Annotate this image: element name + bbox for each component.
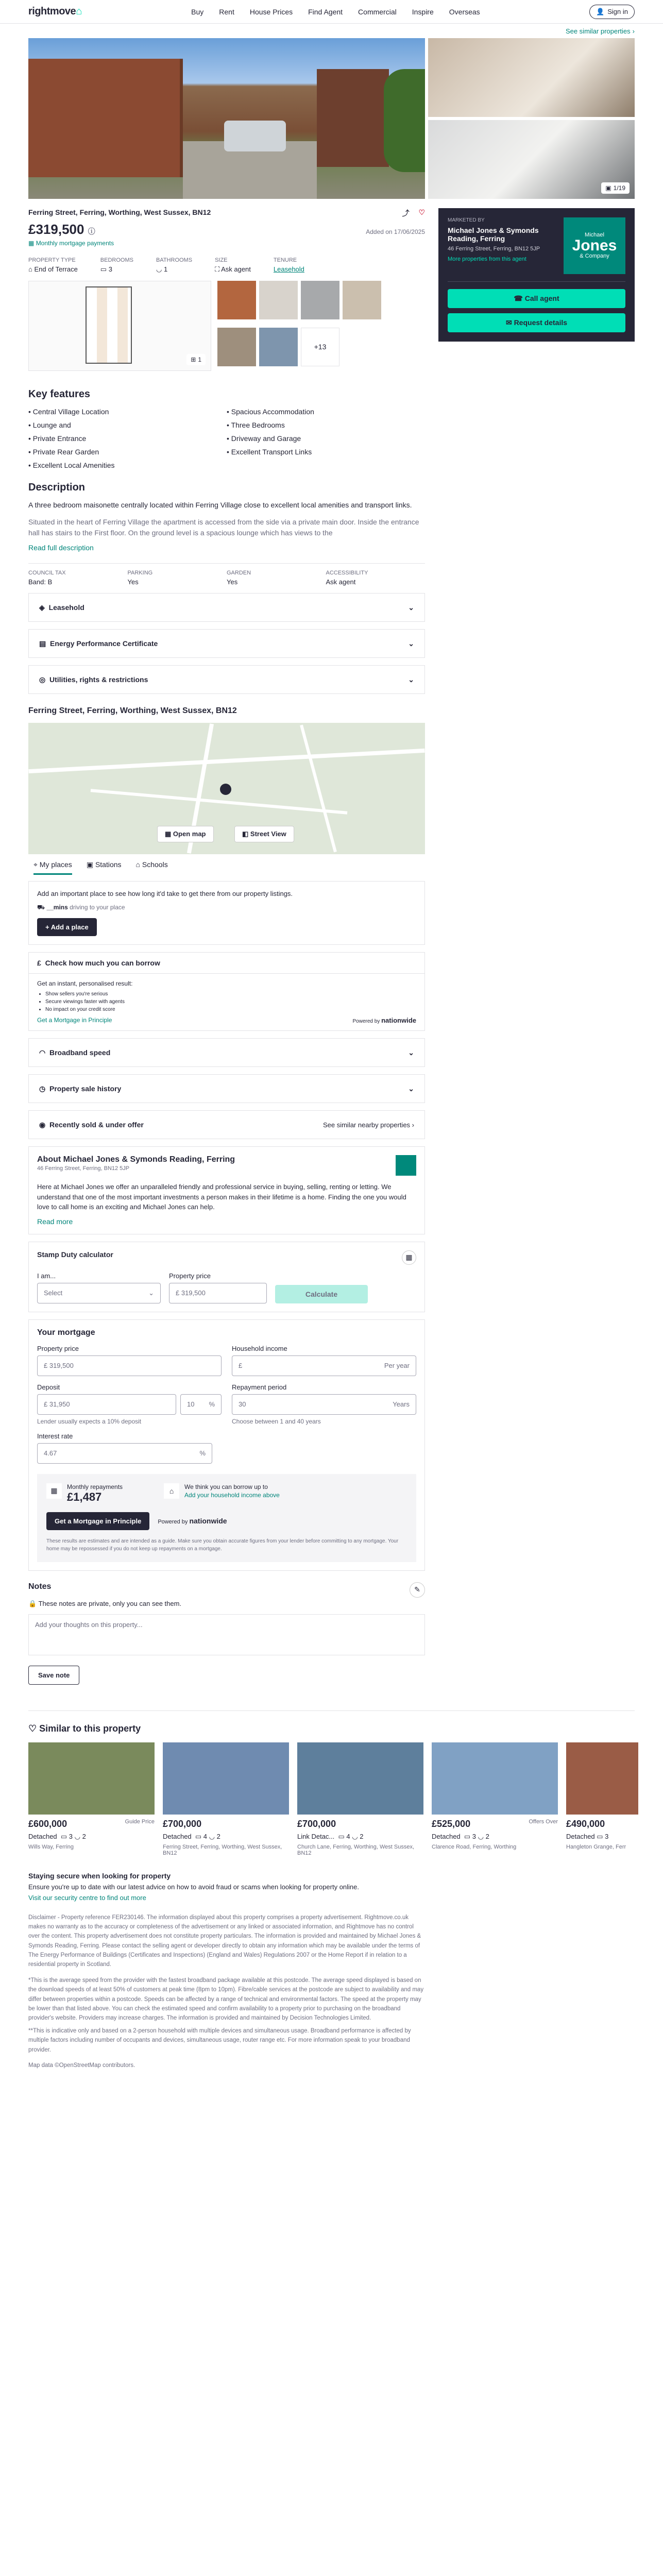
added-date: Added on 17/06/2025 <box>366 228 425 235</box>
photo-gallery <box>28 38 635 199</box>
security-notice: Staying secure when looking for property Ensure you're up to date with our latest advice on how to avoid fraud or scams when looking for property online. Visit our security centre to find out more <box>28 1872 635 1902</box>
location-map[interactable] <box>28 723 425 854</box>
fact-bedrooms: BEDROOMS ▭ 3 <box>100 257 133 273</box>
agent-logo-small <box>396 1155 416 1176</box>
thumbnail[interactable] <box>343 281 381 319</box>
tag-icon: ◈ <box>39 603 45 612</box>
pound-icon: £ <box>37 959 41 967</box>
chevron-down-icon: ⌄ <box>408 1084 414 1093</box>
nav-rent[interactable]: Rent <box>219 7 234 16</box>
thumbnail[interactable] <box>301 281 339 319</box>
stamp-price-input[interactable]: £ 319,500 <box>169 1283 267 1303</box>
sign-in-button[interactable]: 👤 Sign in <box>589 5 635 19</box>
monthly-mortgage-link[interactable]: Monthly mortgage payments <box>36 240 114 247</box>
income-input[interactable]: £ Per year <box>232 1355 416 1376</box>
security-centre-link[interactable]: Visit our security centre to find out more <box>28 1893 146 1902</box>
add-place-button[interactable]: + Add a place <box>37 918 97 936</box>
similar-photo <box>28 1742 155 1815</box>
my-places-panel: Add an important place to see how long it'd take to get there from our property listings. ⛟ __mins driving to your place + Add a place <box>28 882 425 945</box>
feature-item: • Private Rear Garden <box>28 448 227 456</box>
nav-buy[interactable]: Buy <box>191 7 204 16</box>
map-icon: ▦ <box>165 830 172 838</box>
see-similar-link[interactable]: See similar properties <box>565 27 631 35</box>
mortgage-price-input[interactable]: £ 319,500 <box>37 1355 222 1376</box>
similar-photo <box>163 1742 289 1815</box>
stamp-duty-calculator: Stamp Duty calculator ▦ I am... Select ⌄ Property price £ 319,500 Calculate <box>28 1242 425 1312</box>
nav-find-agent[interactable]: Find Agent <box>308 7 343 16</box>
about-agent: About Michael Jones & Symonds Reading, Ferring 46 Ferring Street, Ferring, BN12 5JP Here at Michael Jones we offer an unparalleled friendly and professional service in buying, selling, renting or letting. We understand that one of the most important investments a person makes in their lifetime is a home. Finding the one you would love to call home is an exciting and Michael Jones can help. Read more <box>28 1146 425 1234</box>
bulb-icon: ◎ <box>39 675 46 684</box>
street-view-button[interactable]: ◧ Street View <box>234 826 294 842</box>
nav-inspire[interactable]: Inspire <box>412 7 434 16</box>
description-title: Description <box>28 482 86 493</box>
calendar-icon: ▦ <box>46 1483 62 1499</box>
chart-icon: ▤ <box>39 639 46 648</box>
thumbnail[interactable] <box>259 281 298 319</box>
nav-commercial[interactable]: Commercial <box>358 7 397 16</box>
add-income-link[interactable]: Add your household income above <box>184 1491 280 1499</box>
mail-icon: ✉ <box>505 318 512 327</box>
bed-icon: ▭ <box>100 265 107 273</box>
house-icon: ⌂ <box>28 265 32 273</box>
accordion-utilities[interactable]: ◎ Utilities, rights & restrictions ⌄ <box>28 665 425 694</box>
share-icon[interactable]: ⤴ <box>402 209 410 217</box>
phone-icon: ☎ <box>514 294 523 302</box>
heart-icon: ♡ <box>28 1723 37 1734</box>
feature-item: • Central Village Location <box>28 408 227 416</box>
accordion-epc[interactable]: ▤ Energy Performance Certificate ⌄ <box>28 629 425 658</box>
street-view-icon: ◧ <box>242 830 249 838</box>
tab-schools[interactable]: ⌂ Schools <box>135 860 168 869</box>
similar-photo <box>297 1742 423 1815</box>
main-photo[interactable] <box>28 38 425 199</box>
disclaimer: Disclaimer - Property reference FER230146. The information displayed about this property comprises a property advertisement. Rightmove.co.uk makes no warranty as to the accuracy or completeness of the advertisement or any linked or associated information, and Rightmove has no control over the content. This property advertisement does not constitute property particulars. The information is provided and maintained by Michael Jones & Symonds Reading, Ferring. Please contact the selling agent or developer directly to obtain any information which may be available under the terms of The Energy Performance of Buildings (Certificates and Inspections) (England and Wales) Regulations 2007 or the Home Report if in relation to a residential property in Scotland. *This is the average speed from the provider with the fastest broadband package available at this postcode. The average speed displayed is based on the download speeds of at least 50% of customers at peak time (8pm to 10pm). Fibre/cable services at the postcode are subject to availability and may differ between properties within a postcode. Speeds can be affected by a range of technical and environmental factors. The speed at the property may be lower than that listed above. You can check the estimated speed and confirm availability to a property prior to purchasing on the broadband provider's website. Providers may increase charges. The information is provided and maintained by Decision Technologies Limited. **This is indicative only and based on a 2-person household with multiple devices and simultaneous usage. Broadband performance is affected by multiple factors including number of occupants and devices, simultaneous usage, router range etc. For more information speak to your broadband provider. Map data ©OpenStreetMap contributors. <box>28 1914 424 2069</box>
property-price: £319,500 <box>28 222 84 237</box>
wifi-icon: ◠ <box>39 1048 46 1057</box>
sold-icon: ◉ <box>39 1120 46 1129</box>
chevron-down-icon: ⌄ <box>408 1048 414 1057</box>
train-icon: ▣ <box>86 860 94 869</box>
fact-accessibility: ACCESSIBILITY Ask agent <box>326 570 368 586</box>
tab-stations[interactable]: ▣ Stations <box>86 860 122 869</box>
school-icon: ⌂ <box>135 860 140 869</box>
nationwide-logo: nationwide <box>381 1016 416 1024</box>
fact-garden: GARDEN Yes <box>227 570 251 586</box>
agent-card: MARKETED BY Michael Jones & Symonds Reading, Ferring 46 Ferring Street, Ferring, BN12 5JP More properties from this agent Michael Jones & Company ☎ Call agent ✉ Request details <box>438 208 635 342</box>
pin-icon: ⌖ <box>33 860 38 869</box>
buyer-type-select[interactable]: Select ⌄ <box>37 1283 161 1303</box>
plus-icon: + <box>45 923 49 931</box>
feature-item: • Spacious Accommodation <box>227 408 425 416</box>
history-icon: ◷ <box>39 1084 46 1093</box>
read-more-link[interactable]: Read more <box>37 1217 73 1226</box>
lock-icon: 🔒 <box>28 1599 37 1607</box>
chevron-down-icon: ⌄ <box>408 639 414 648</box>
similar-card[interactable]: £525,000 Offers Over Detached ▭ 3 ◡ 2 Clarence Road, Ferring, Worthing <box>432 1742 558 1856</box>
floorplan-icon: ⊞ <box>191 356 196 363</box>
agent-more-link[interactable]: More properties from this agent <box>448 256 526 262</box>
fact-parking: PARKING Yes <box>127 570 153 586</box>
feature-item: • Three Bedrooms <box>227 421 425 429</box>
save-note-button[interactable]: Save note <box>28 1666 79 1685</box>
accordion-leasehold[interactable]: ◈ Leasehold ⌄ <box>28 593 425 622</box>
feature-item: • Driveway and Garage <box>227 434 425 443</box>
calculator-icon: ▦ <box>28 240 35 247</box>
chevron-right-icon: › <box>632 27 635 35</box>
extra-facts <box>28 563 425 586</box>
bath-icon: ◡ <box>156 265 162 273</box>
rightmove-logo[interactable]: rightmove⌂ <box>28 6 82 17</box>
feature-item: • Excellent Local Amenities <box>28 461 227 469</box>
property-facts <box>28 257 425 274</box>
user-icon: 👤 <box>596 7 605 15</box>
mortgage-results: ▦ Monthly repayments £1,487 ⌂ We think you can borrow up to Add your household income above Get a Mortgage in Principle Powered by nationwide These results are estimates and are intended as a guide. Make sure you obtain accurate figures from your lender before committing to any mortgage. Your home may be repossessed if you do not keep up repayments on a mortgage. <box>37 1474 416 1562</box>
fact-council-tax: COUNCIL TAX Band: B <box>28 570 66 586</box>
similar-nearby-link: See similar nearby properties <box>322 1121 411 1129</box>
similar-card[interactable]: £600,000 Guide Price Detached ▭ 3 ◡ 2 Wills Way, Ferring <box>28 1742 155 1856</box>
chevron-down-icon: ⌄ <box>408 675 414 684</box>
similar-properties: ♡ Similar to this property £600,000 Guide Price Detached ▭ 3 ◡ 2 Wills Way, Ferring £700,000 Detached ▭ 4 ◡ 2 Ferring Street, Ferring, Worthing, West Sussex, BN12 £700,000 Link Detac... ▭ 4 ◡ 2 Church Lane, Ferring, Worthing, West Sussex, BN12 £525,000 Offers Over Detached ▭ 3 ◡ 2 Clarence Road, Ferring, Worthing £490,000 Detached ▭ 3 Hangleton Grange, Ferr <box>28 1710 635 1856</box>
main-nav <box>191 8 480 16</box>
borrow-card: £ Check how much you can borrow Get an instant, personalised result: • Show sellers you're serious • Secure viewings faster with agents • No impact on your credit score Get a Mortgage in Principle Powered by nationwide <box>28 952 425 1031</box>
site-header <box>0 0 663 24</box>
thumbnail-more[interactable]: +13 <box>301 328 339 366</box>
key-features-title: Key features <box>28 388 91 400</box>
accordion-sale-history[interactable]: ◷ Property sale history ⌄ <box>28 1074 425 1103</box>
thumbnail[interactable] <box>217 281 256 319</box>
photo-count-badge[interactable]: ▣ 1/19 <box>601 182 630 194</box>
notes-title: Notes <box>28 1582 52 1591</box>
side-photo-kitchen[interactable] <box>428 120 635 199</box>
read-full-description-link[interactable]: Read full description <box>28 544 94 552</box>
mortgage-in-principle-link[interactable]: Get a Mortgage in Principle <box>37 1016 112 1024</box>
chevron-down-icon: ⌄ <box>408 603 414 612</box>
feature-item: • Lounge and <box>28 421 227 429</box>
fact-property-type: PROPERTY TYPE ⌂ End of Terrace <box>28 257 78 273</box>
agent-logo: Michael Jones & Company <box>564 217 625 274</box>
map-title: Ferring Street, Ferring, Worthing, West Sussex, BN12 <box>28 706 237 715</box>
description-para: Situated in the heart of Ferring Village the apartment is accessed from the side via a private main door. Inside the entrance hall has stairs to the First floor. On the ground level is a spacious lounge which has views to the <box>28 518 419 537</box>
note-icon: ✎ <box>410 1582 425 1598</box>
mortgage-calculator: Your mortgage Property price £ 319,500 Household income £ Per year Deposit £ 31,950 10 % Lender usually expects a 10% deposit Repayment period 30 Years Choose between 1 and 40 years Interest rate 4.67 % ▦ Monthly repayments £1,487 ⌂ We think you can borrow up to Add your household income above Get a Mortgage in Principle Powered by nationwide These results are estimates and are intended as a guide. Make sure you obtain accurate figures from your lender before committing to any mortgage. Your home may be repossessed if you do not keep up repayments on a mortgage. <box>28 1319 425 1571</box>
open-map-button[interactable]: ▦ Open map <box>157 826 214 842</box>
floorplan-count-badge: ⊞ 1 <box>186 354 206 365</box>
accordion-broadband[interactable]: ◠ Broadband speed ⌄ <box>28 1038 425 1067</box>
description-para: A three bedroom maisonette centrally located within Ferring Village close to excellent local amenities and transport links. <box>28 501 412 509</box>
property-address: Ferring Street, Ferring, Worthing, West Sussex, BN12 <box>28 208 211 216</box>
floorplan[interactable] <box>28 281 211 371</box>
request-details-button[interactable]: ✉ Request details <box>448 313 625 332</box>
monthly-repayments-value: £1,487 <box>67 1490 102 1503</box>
notes-textarea[interactable]: Add your thoughts on this property... <box>28 1614 425 1655</box>
car-icon: ⛟ <box>37 904 45 911</box>
map-pin-icon <box>220 784 231 795</box>
similar-card[interactable]: £700,000 Detached ▭ 4 ◡ 2 Ferring Street, Ferring, Worthing, West Sussex, BN12 <box>163 1742 289 1856</box>
ruler-icon: ⛶ <box>215 265 220 273</box>
nav-overseas[interactable]: Overseas <box>449 7 480 16</box>
fact-bathrooms: BATHROOMS ◡ 1 <box>156 257 193 273</box>
deposit-input[interactable]: £ 31,950 <box>37 1394 176 1415</box>
tab-my-places[interactable]: ⌖ My places <box>33 860 72 875</box>
similar-photo <box>432 1742 558 1815</box>
fact-size: SIZE ⛶ Ask agent <box>215 257 251 273</box>
map-tabs <box>28 854 425 882</box>
similar-card[interactable]: £700,000 Link Detac... ▭ 4 ◡ 2 Church Lane, Ferring, Worthing, West Sussex, BN12 <box>297 1742 423 1856</box>
side-photo-lounge[interactable] <box>428 38 635 117</box>
deposit-percent-input[interactable]: 10 % <box>180 1394 222 1415</box>
feature-item: • Private Entrance <box>28 434 227 443</box>
thumbnail[interactable] <box>217 328 256 366</box>
similar-photo <box>566 1742 638 1815</box>
heart-icon[interactable]: ♡ <box>418 208 425 216</box>
info-icon[interactable]: ⓘ <box>88 227 95 235</box>
house-icon: ⌂ <box>164 1483 179 1499</box>
recently-sold-row[interactable]: ◉ Recently sold & under offer See similar nearby properties › <box>28 1110 425 1139</box>
calculate-button[interactable]: Calculate <box>275 1285 368 1303</box>
feature-item: • Excellent Transport Links <box>227 448 425 456</box>
term-input[interactable]: 30 Years <box>232 1394 416 1415</box>
nav-house-prices[interactable]: House Prices <box>249 7 293 16</box>
thumbnail-grid <box>217 281 381 371</box>
get-mip-button[interactable]: Get a Mortgage in Principle <box>46 1512 149 1530</box>
interest-rate-input[interactable]: 4.67 % <box>37 1443 212 1464</box>
calculator-icon: ▦ <box>402 1250 416 1265</box>
chevron-down-icon: ⌄ <box>148 1289 154 1297</box>
thumbnail[interactable] <box>259 328 298 366</box>
key-features-list <box>28 408 425 469</box>
similar-card[interactable]: £490,000 Detached ▭ 3 Hangleton Grange, Ferr <box>566 1742 638 1856</box>
agent-name: Michael Jones & Symonds Reading, Ferring <box>448 226 539 243</box>
fact-tenure[interactable]: TENURE Leasehold <box>273 257 304 273</box>
call-agent-button[interactable]: ☎ Call agent <box>448 289 625 308</box>
camera-icon: ▣ <box>605 184 611 192</box>
